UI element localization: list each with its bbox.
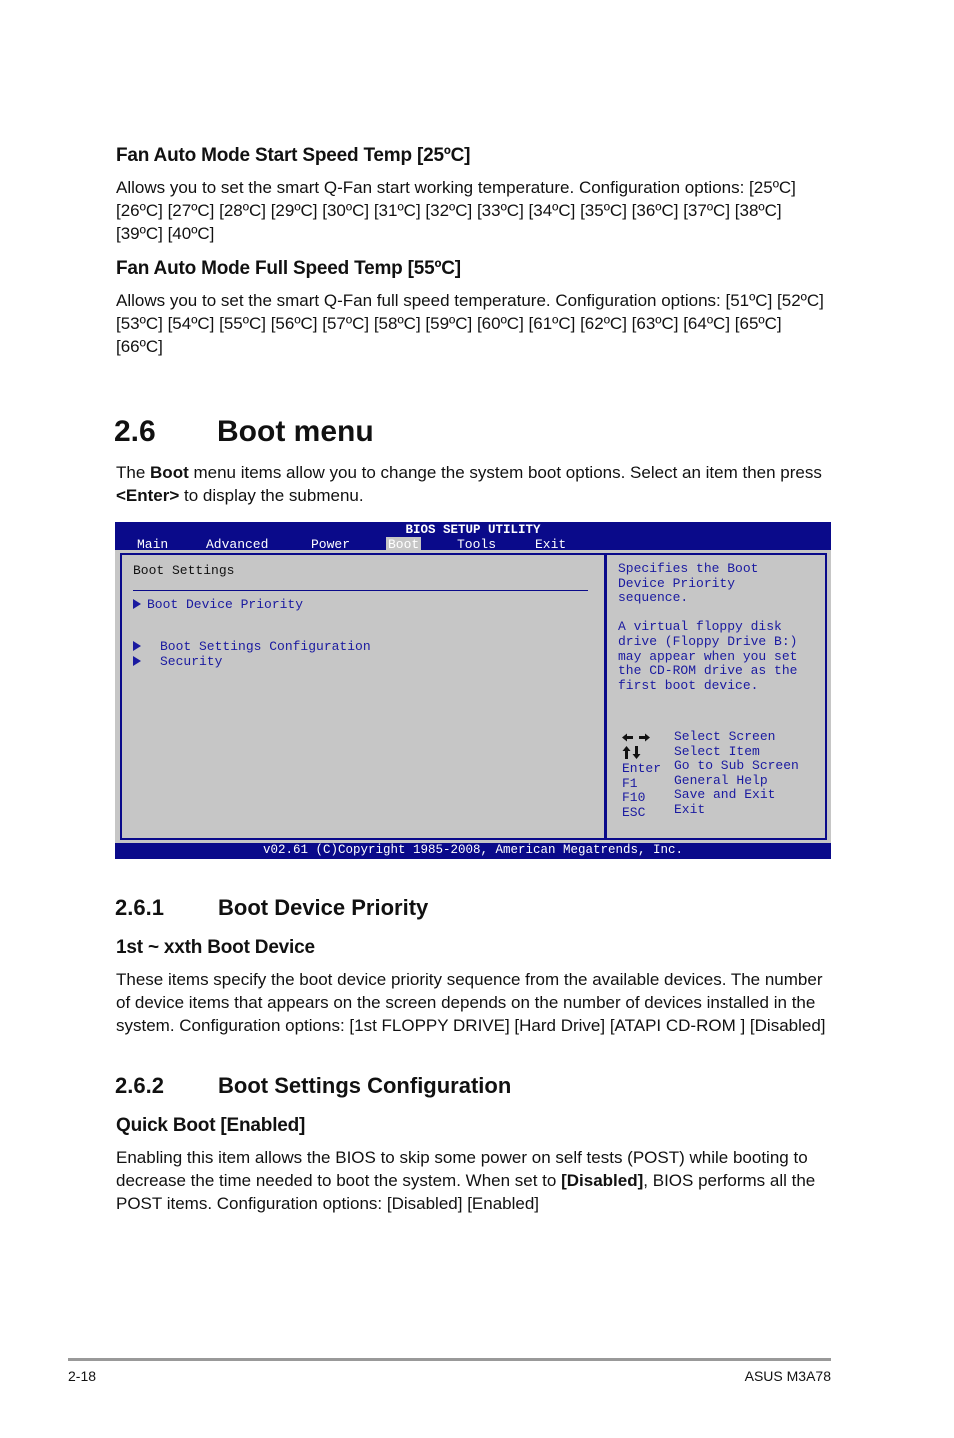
bios-tab-power[interactable]: Power <box>311 537 351 552</box>
fan-start-body: Allows you to set the smart Q-Fan start working temperature. Configuration options: [25ºC] [26ºC] [27ºC] [28ºC] [29ºC] [30ºC] [31ºC] [32ºC] [33ºC] [34ºC] [35ºC] [36ºC] [37ºC] [38ºC] [39ºC] [40ºC] <box>116 178 796 243</box>
subsection-heading-boot-settings-configuration: 2.6.2 Boot Settings Configuration <box>115 1073 512 1098</box>
left-right-arrows-icon <box>622 733 650 742</box>
bios-title: BIOS SETUP UTILITY <box>405 523 541 537</box>
subsection-heading-boot-device-priority: 2.6.1 Boot Device Priority <box>115 895 429 920</box>
key-row: Select Screen <box>622 730 661 745</box>
bios-left-panel <box>120 553 607 840</box>
product-name: ASUS M3A78 <box>744 1368 831 1384</box>
key-row: ESC Exit <box>622 801 706 820</box>
fan-full-body: Allows you to set the smart Q-Fan full speed temperature. Configuration options: [51ºC] [52ºC] [53ºC] [54ºC] [55ºC] [56ºC] [57ºC] [58ºC] [59ºC] [60ºC] [61ºC] [62ºC] [63ºC] [64ºC] [65ºC] [66ºC] <box>116 291 824 356</box>
key-row: Enter Go to Sub Screen <box>622 758 799 777</box>
key-row: F10 Save and Exit <box>622 787 776 806</box>
bios-tab-tools[interactable]: Tools <box>457 537 497 552</box>
section-number: 2.6 <box>114 415 156 448</box>
bios-item-security[interactable]: Security <box>133 654 222 669</box>
help-text: Specifies the Boot Device Priority sequence. A virtual floppy disk drive (Floppy Drive B:) may appear when you set the CD-ROM drive as the first boot device. <box>618 561 798 693</box>
triangle-right-icon <box>133 656 141 666</box>
key-row: F1 General Help <box>622 772 768 791</box>
bios-tab-boot[interactable]: Boot <box>388 537 420 552</box>
fan-start-heading: Fan Auto Mode Start Speed Temp [25ºC] <box>116 145 471 166</box>
page-number: 2-18 <box>68 1368 97 1384</box>
bios-footer: v02.61 (C)Copyright 1985-2008, American Megatrends, Inc. <box>115 843 831 859</box>
triangle-right-icon <box>133 599 141 609</box>
footer-rule <box>68 1358 831 1361</box>
boot-menu-intro: The Boot menu items allow you to change the system boot options. Select an item then press <Enter> to display the submenu. <box>116 463 822 505</box>
bios-tab-advanced[interactable]: Advanced <box>206 537 269 552</box>
panel-divider <box>133 590 588 591</box>
boot-device-heading: 1st ~ xxth Boot Device <box>116 937 315 958</box>
bios-tab-main[interactable]: Main <box>137 537 169 552</box>
triangle-right-icon <box>133 641 141 651</box>
bios-item-boot-device-priority[interactable]: Boot Device Priority <box>133 597 303 612</box>
key-legend <box>622 729 799 820</box>
quick-boot-body: Enabling this item allows the BIOS to skip some power on self tests (POST) while booting to decrease the time needed to boot the system. When set to [Disabled], BIOS performs all the POST items. Configuration options: [Disabled] [Enabled] <box>116 1148 816 1213</box>
up-down-arrows-icon <box>622 746 642 759</box>
panel-title: Boot Settings <box>133 563 235 578</box>
quick-boot-heading: Quick Boot [Enabled] <box>116 1115 306 1136</box>
bios-item-boot-settings-configuration[interactable]: Boot Settings Configuration <box>133 639 371 654</box>
bios-tab-exit[interactable]: Exit <box>535 537 567 552</box>
bios-screen <box>115 522 831 859</box>
section-title: Boot menu <box>217 415 374 448</box>
fan-full-heading: Fan Auto Mode Full Speed Temp [55ºC] <box>116 258 461 279</box>
bios-help-panel <box>604 553 827 840</box>
section-heading-boot-menu <box>114 415 374 449</box>
key-row: Select Item <box>622 745 661 760</box>
boot-device-body: These items specify the boot device priority sequence from the available devices. The number of device items that appears on the screen depends on the number of devices installed in the system. Configuration options: [1st FLOPPY DRIVE] [Hard Drive] [ATAPI CD-ROM ] [Disabled] <box>116 970 826 1035</box>
